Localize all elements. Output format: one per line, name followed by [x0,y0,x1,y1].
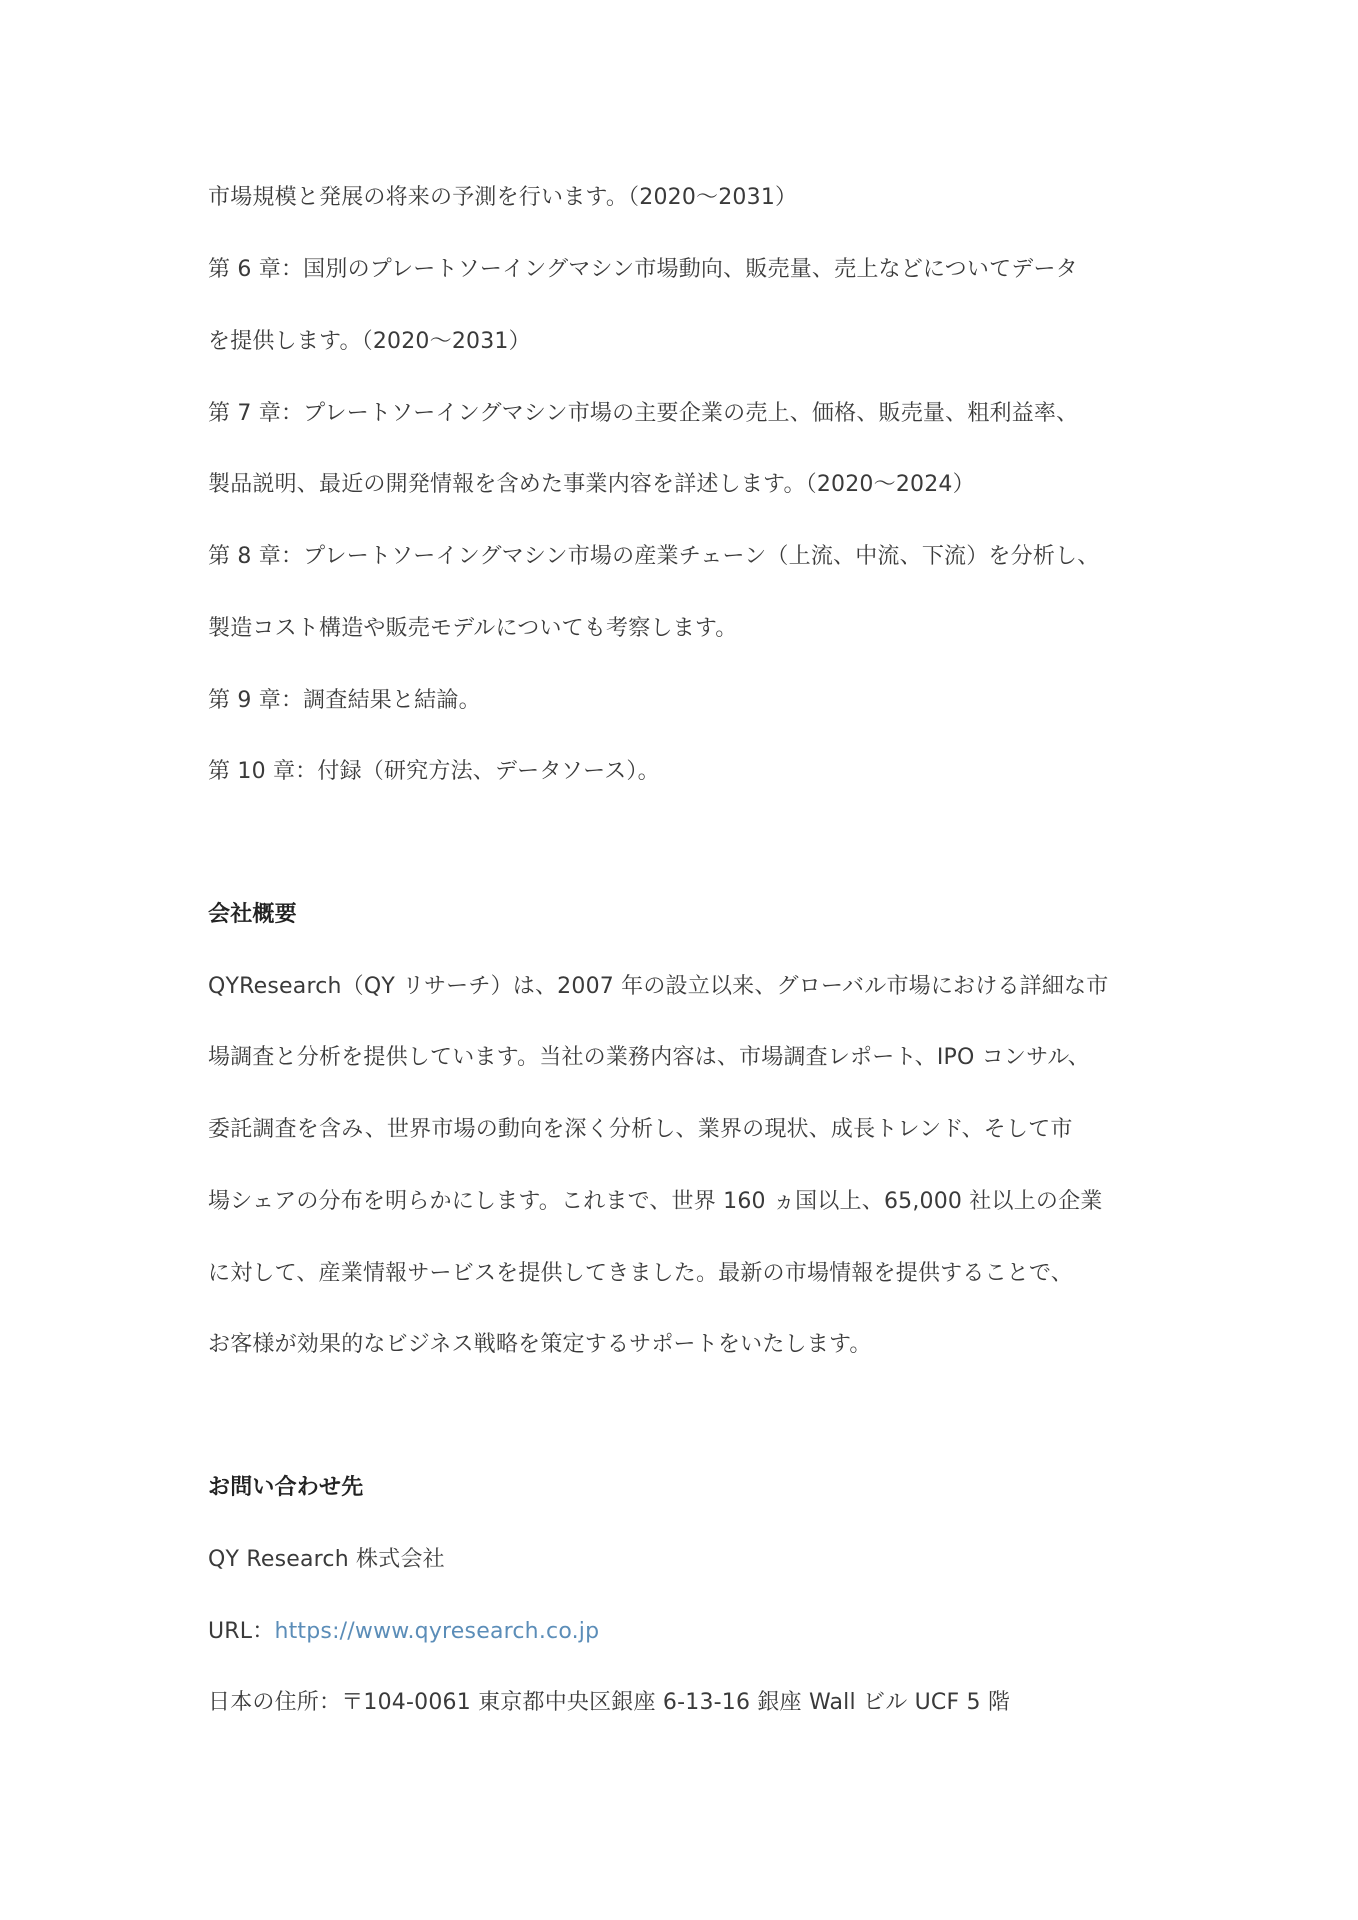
contact-url-line [208,1617,1168,1647]
contact-address: 日本の住所：〒104-0061 東京都中央区銀座 6-13-16 銀座 Wall ビル UCF 5 階 [208,1690,1011,1715]
contact-heading: お問い合わせ先 [208,1475,364,1500]
company-paragraph-line-2: 場調査と分析を提供しています。当社の業務内容は、市場調査レポート、IPO コンサル、 [208,1045,1090,1070]
toc-line-forecast: 市場規模と発展の将来の予測を行います。（2020～2031） [208,185,798,210]
contact-company-name: QY Research 株式会社 [208,1547,445,1572]
company-paragraph-line-6: お客様が効果的なビジネス戦略を策定するサポートをいたします。 [208,1332,872,1357]
url-label: URL： [208,1619,275,1644]
company-paragraph-line-4: 場シェアの分布を明らかにします。これまで、世界 160 ヵ国以上、65,000 社以上の企業 [208,1189,1103,1214]
toc-chapter-7-line-1: 第 7 章：プレートソーイングマシン市場の主要企業の売上、価格、販売量、粗利益率、 [208,401,1079,426]
company-paragraph-line-1: QYResearch（QY リサーチ）は、2007 年の設立以来、グローバル市場における詳細な市 [208,974,1109,999]
toc-chapter-7-line-2: 製品説明、最近の開発情報を含めた事業内容を詳述します。（2020～2024） [208,472,975,497]
website-link[interactable]: https://www.qyresearch.co.jp [274,1619,600,1644]
toc-chapter-10: 第 10 章：付録（研究方法、データソース）。 [208,759,660,784]
toc-chapter-8-line-2: 製造コスト構造や販売モデルについても考察します。 [208,616,738,641]
toc-chapter-6-line-1: 第 6 章：国別のプレートソーイングマシン市場動向、販売量、売上などについてデータ [208,257,1078,282]
company-paragraph-line-3: 委託調査を含み、世界市場の動向を深く分析し、業界の現状、成長トレンド、そして市 [208,1117,1073,1142]
toc-chapter-6-line-2: を提供します。（2020～2031） [208,329,531,354]
toc-chapter-9: 第 9 章：調査結果と結論。 [208,688,481,713]
toc-chapter-8-line-1: 第 8 章：プレートソーイングマシン市場の産業チェーン（上流、中流、下流）を分析し、 [208,544,1100,569]
company-overview-heading: 会社概要 [208,902,297,927]
company-paragraph-line-5: に対して、産業情報サービスを提供してきました。最新の市場情報を提供することで、 [208,1261,1073,1286]
